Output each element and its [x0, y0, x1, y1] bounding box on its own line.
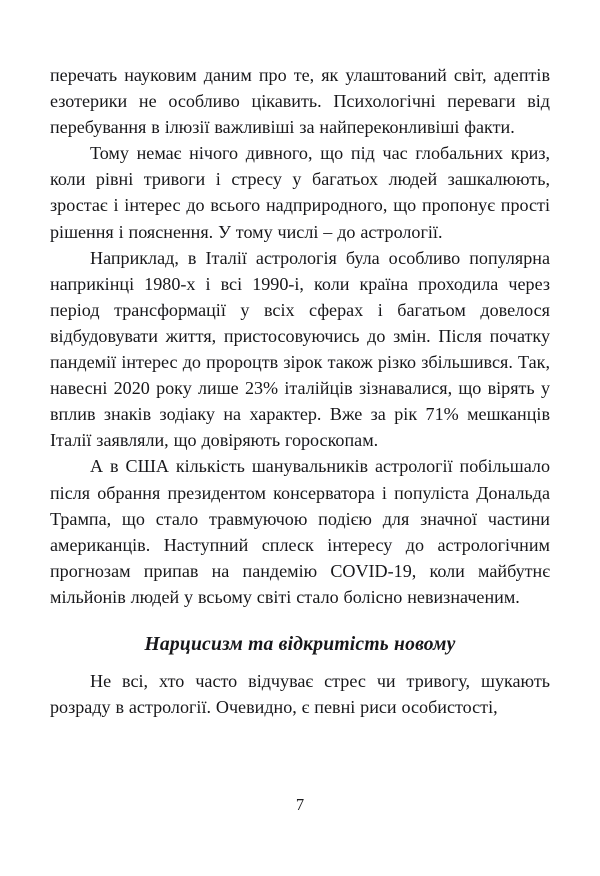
page-text-block	[50, 62, 550, 720]
paragraph-global-crises: Тому немає нічого дивного, що під час глобальних криз, коли рівні тривоги і стресу у багатьох людей зашкалюють, зростає і інтерес до всього надприродного, що пропонує прості рішення і пояснення. У тому числі – до астрології.	[50, 143, 550, 242]
paragraph-continued-esoterics: перечать науковим даним про те, як улаштований світ, адептів езотерики не особливо цікавить. Психологічні переваги від перебування в ілюзії важливіші за найпереконливіші факти.	[50, 65, 550, 138]
page-number: 7	[295, 795, 305, 814]
section-heading-narcissism: Нарцисизм та відкритість новому	[144, 633, 456, 655]
paragraph-not-everyone-stress: Не всі, хто часто відчуває стрес чи тривогу, шукають розраду в астрології. Очевидно, є певні риси особистості,	[50, 670, 550, 718]
paragraph-usa-astrology: А в США кількість шанувальників астрології побільшало після обрання президентом консерватора і популіста Дональда Трампа, що стало травмуючою подією для значної частини американців. Наступний сплеск інтересу до астрологічним прогнозам припав на пандемію COVID-19, коли майбутнє мільйонів людей у всьому світі стало болісно невизначеним.	[50, 456, 550, 607]
paragraph-italy-astrology: Наприклад, в Італії астрологія була особливо популярна наприкінці 1980-х і всі 1990-і, коли країна проходила через період трансформації у всіх сферах і багатьом довелося відбудовувати життя, пристосовуючись до змін. Після початку пандемії інтерес до пророцтв зірок також різко збільшився. Так, навесні 2020 року лише 23% італійців зізнавалися, що вірять у вплив знаків зодіаку на характер. Вже за рік 71% мешканців Італії заявляли, що довіряють гороскопам.	[50, 247, 550, 451]
